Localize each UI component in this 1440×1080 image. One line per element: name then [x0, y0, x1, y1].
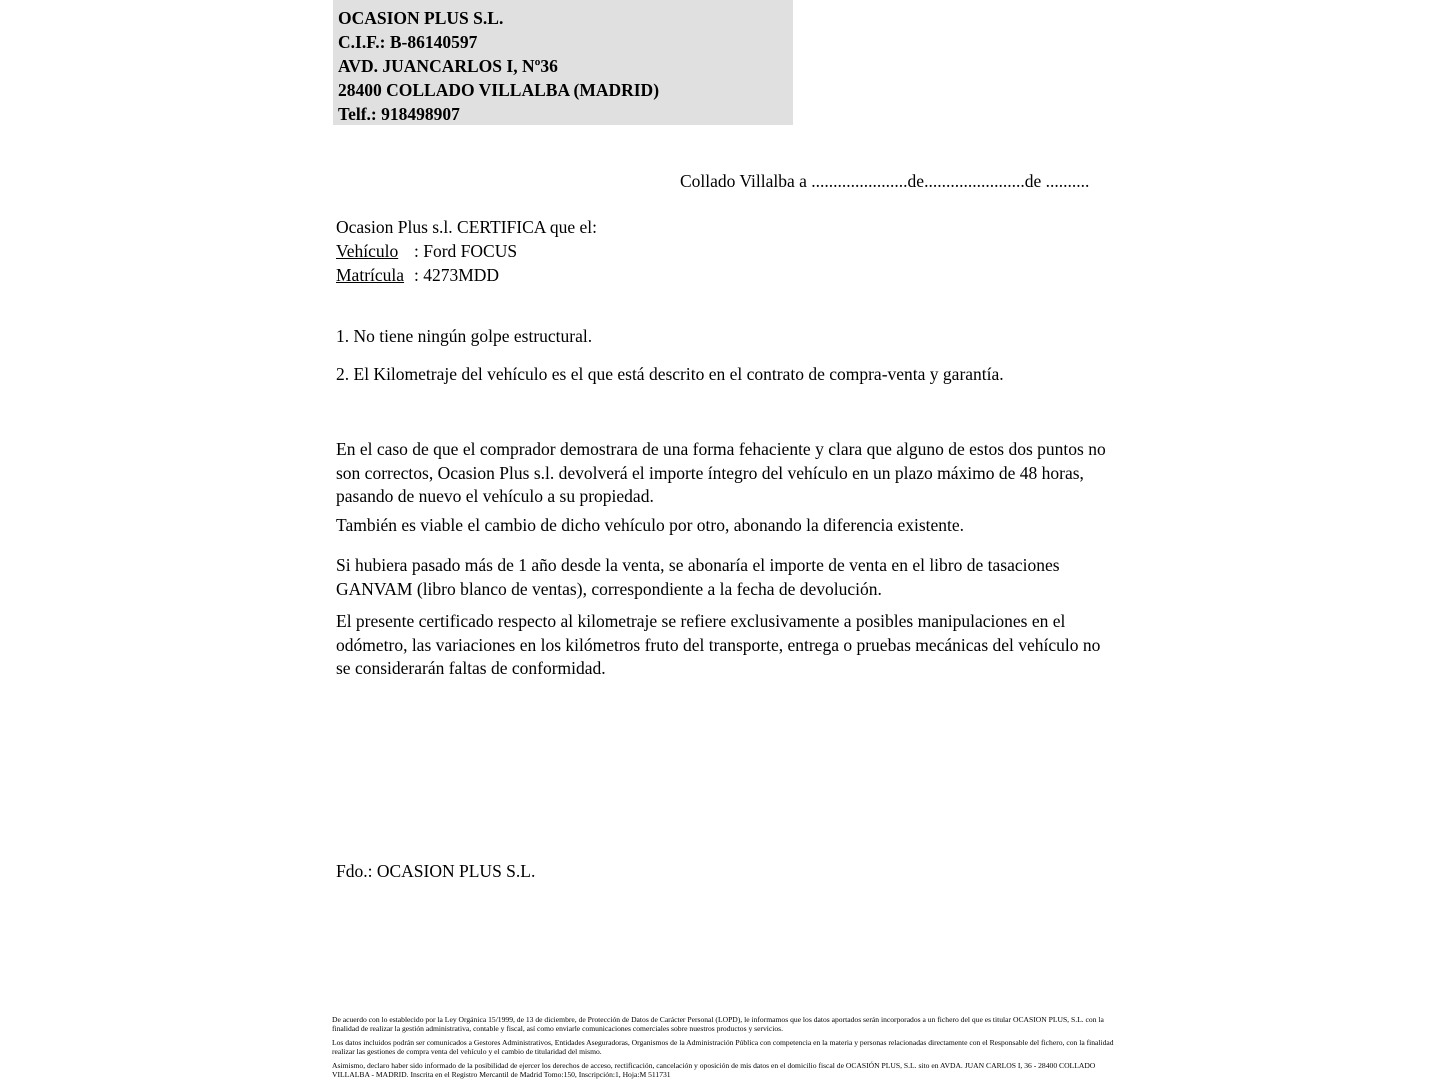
paragraph-ganvam: Si hubiera pasado más de 1 año desde la venta, se abonaría el importe de venta en el libro de tasaciones GANVAM (libro blanco de ventas), correspondiente a la fecha de devolución. — [336, 555, 1060, 599]
paragraph-refund: En el caso de que el comprador demostrara de una forma fehaciente y clara que alguno de estos dos puntos no son correctos, Ocasion Plus s.l. devolverá el importe íntegro del vehículo en un plazo máximo de 48 horas, pasando de nuevo el vehículo a su propiedad. — [336, 439, 1106, 506]
plate-row — [336, 263, 597, 287]
plate-value: : 4273MDD — [414, 265, 500, 285]
company-cif: C.I.F.: B-86140597 — [338, 32, 478, 52]
paragraph-odometer: El presente certificado respecto al kilometraje se refiere exclusivamente a posibles manipulaciones en el odómetro, las variaciones en los kilómetros fruto del transporte, entrega o pruebas mecánicas del vehículo no se considerarán faltas de conformidad. — [336, 611, 1101, 678]
vehicle-value: : Ford FOCUS — [414, 241, 518, 261]
company-address: AVD. JUANCARLOS I, Nº36 — [338, 56, 558, 76]
vehicle-label: Vehículo — [336, 241, 399, 261]
company-name: OCASION PLUS S.L. — [338, 8, 504, 28]
legal-paragraph-1: De acuerdo con lo establecido por la Ley Orgánica 15/1999, de 13 de diciembre, de Protección de Datos de Carácter Personal (LOPD), le informamos que los datos aportados serán incorporados a un fichero del que es titular OCASION PLUS, S.L. con la finalidad de realizar la gestión administrativa, contable y fiscal, así como enviarle comunicaciones comerciales sobre nuestros productos y servicios. — [332, 1015, 1104, 1034]
company-header-box — [333, 0, 793, 125]
legal-paragraph-3: Asimismo, declaro haber sido informado de la posibilidad de ejercer los derechos de acceso, rectificación, cancelación y oposición de mis datos en el domicilio fiscal de OCASIÓN PLUS, S.L. sito en AVDA. JUAN CARLOS I, 36 - 28400 COLLADO VILLALBA - MADRID. Inscrita en el Registro Mercantil de Madrid Tomo:150, Inscripción:1, Hoja:M 511731 — [332, 1060, 1096, 1080]
legal-notice — [332, 1015, 1122, 1079]
date-line: Collado Villalba a ......................de.......................de .......... — [680, 171, 1090, 191]
certification-block — [336, 215, 597, 287]
signature-line: Fdo.: OCASION PLUS S.L. — [336, 861, 536, 881]
point-2: 2. El Kilometraje del vehículo es el que está descrito en el contrato de compra-venta y garantía. — [336, 364, 1004, 384]
company-city: 28400 COLLADO VILLALBA (MADRID) — [338, 80, 660, 100]
point-1: 1. No tiene ningún golpe estructural. — [336, 326, 593, 346]
legal-paragraph-2: Los datos incluidos podrán ser comunicados a Gestores Administrativos, Entidades Aseguradoras, Organismos de la Administración Pública con competencia en la materia y personas relacionadas directamente con el Responsable del fichero, con la finalidad realizar las gestiones de compra venta del vehículo y el cambio de titularidad del mismo. — [332, 1037, 1114, 1057]
paragraph-exchange: También es viable el cambio de dicho vehículo por otro, abonando la diferencia existente. — [336, 515, 965, 535]
company-phone: Telf.: 918498907 — [338, 104, 460, 124]
plate-label: Matrícula — [336, 265, 405, 285]
certify-intro: Ocasion Plus s.l. CERTIFICA que el: — [336, 217, 597, 237]
vehicle-row — [336, 239, 597, 263]
